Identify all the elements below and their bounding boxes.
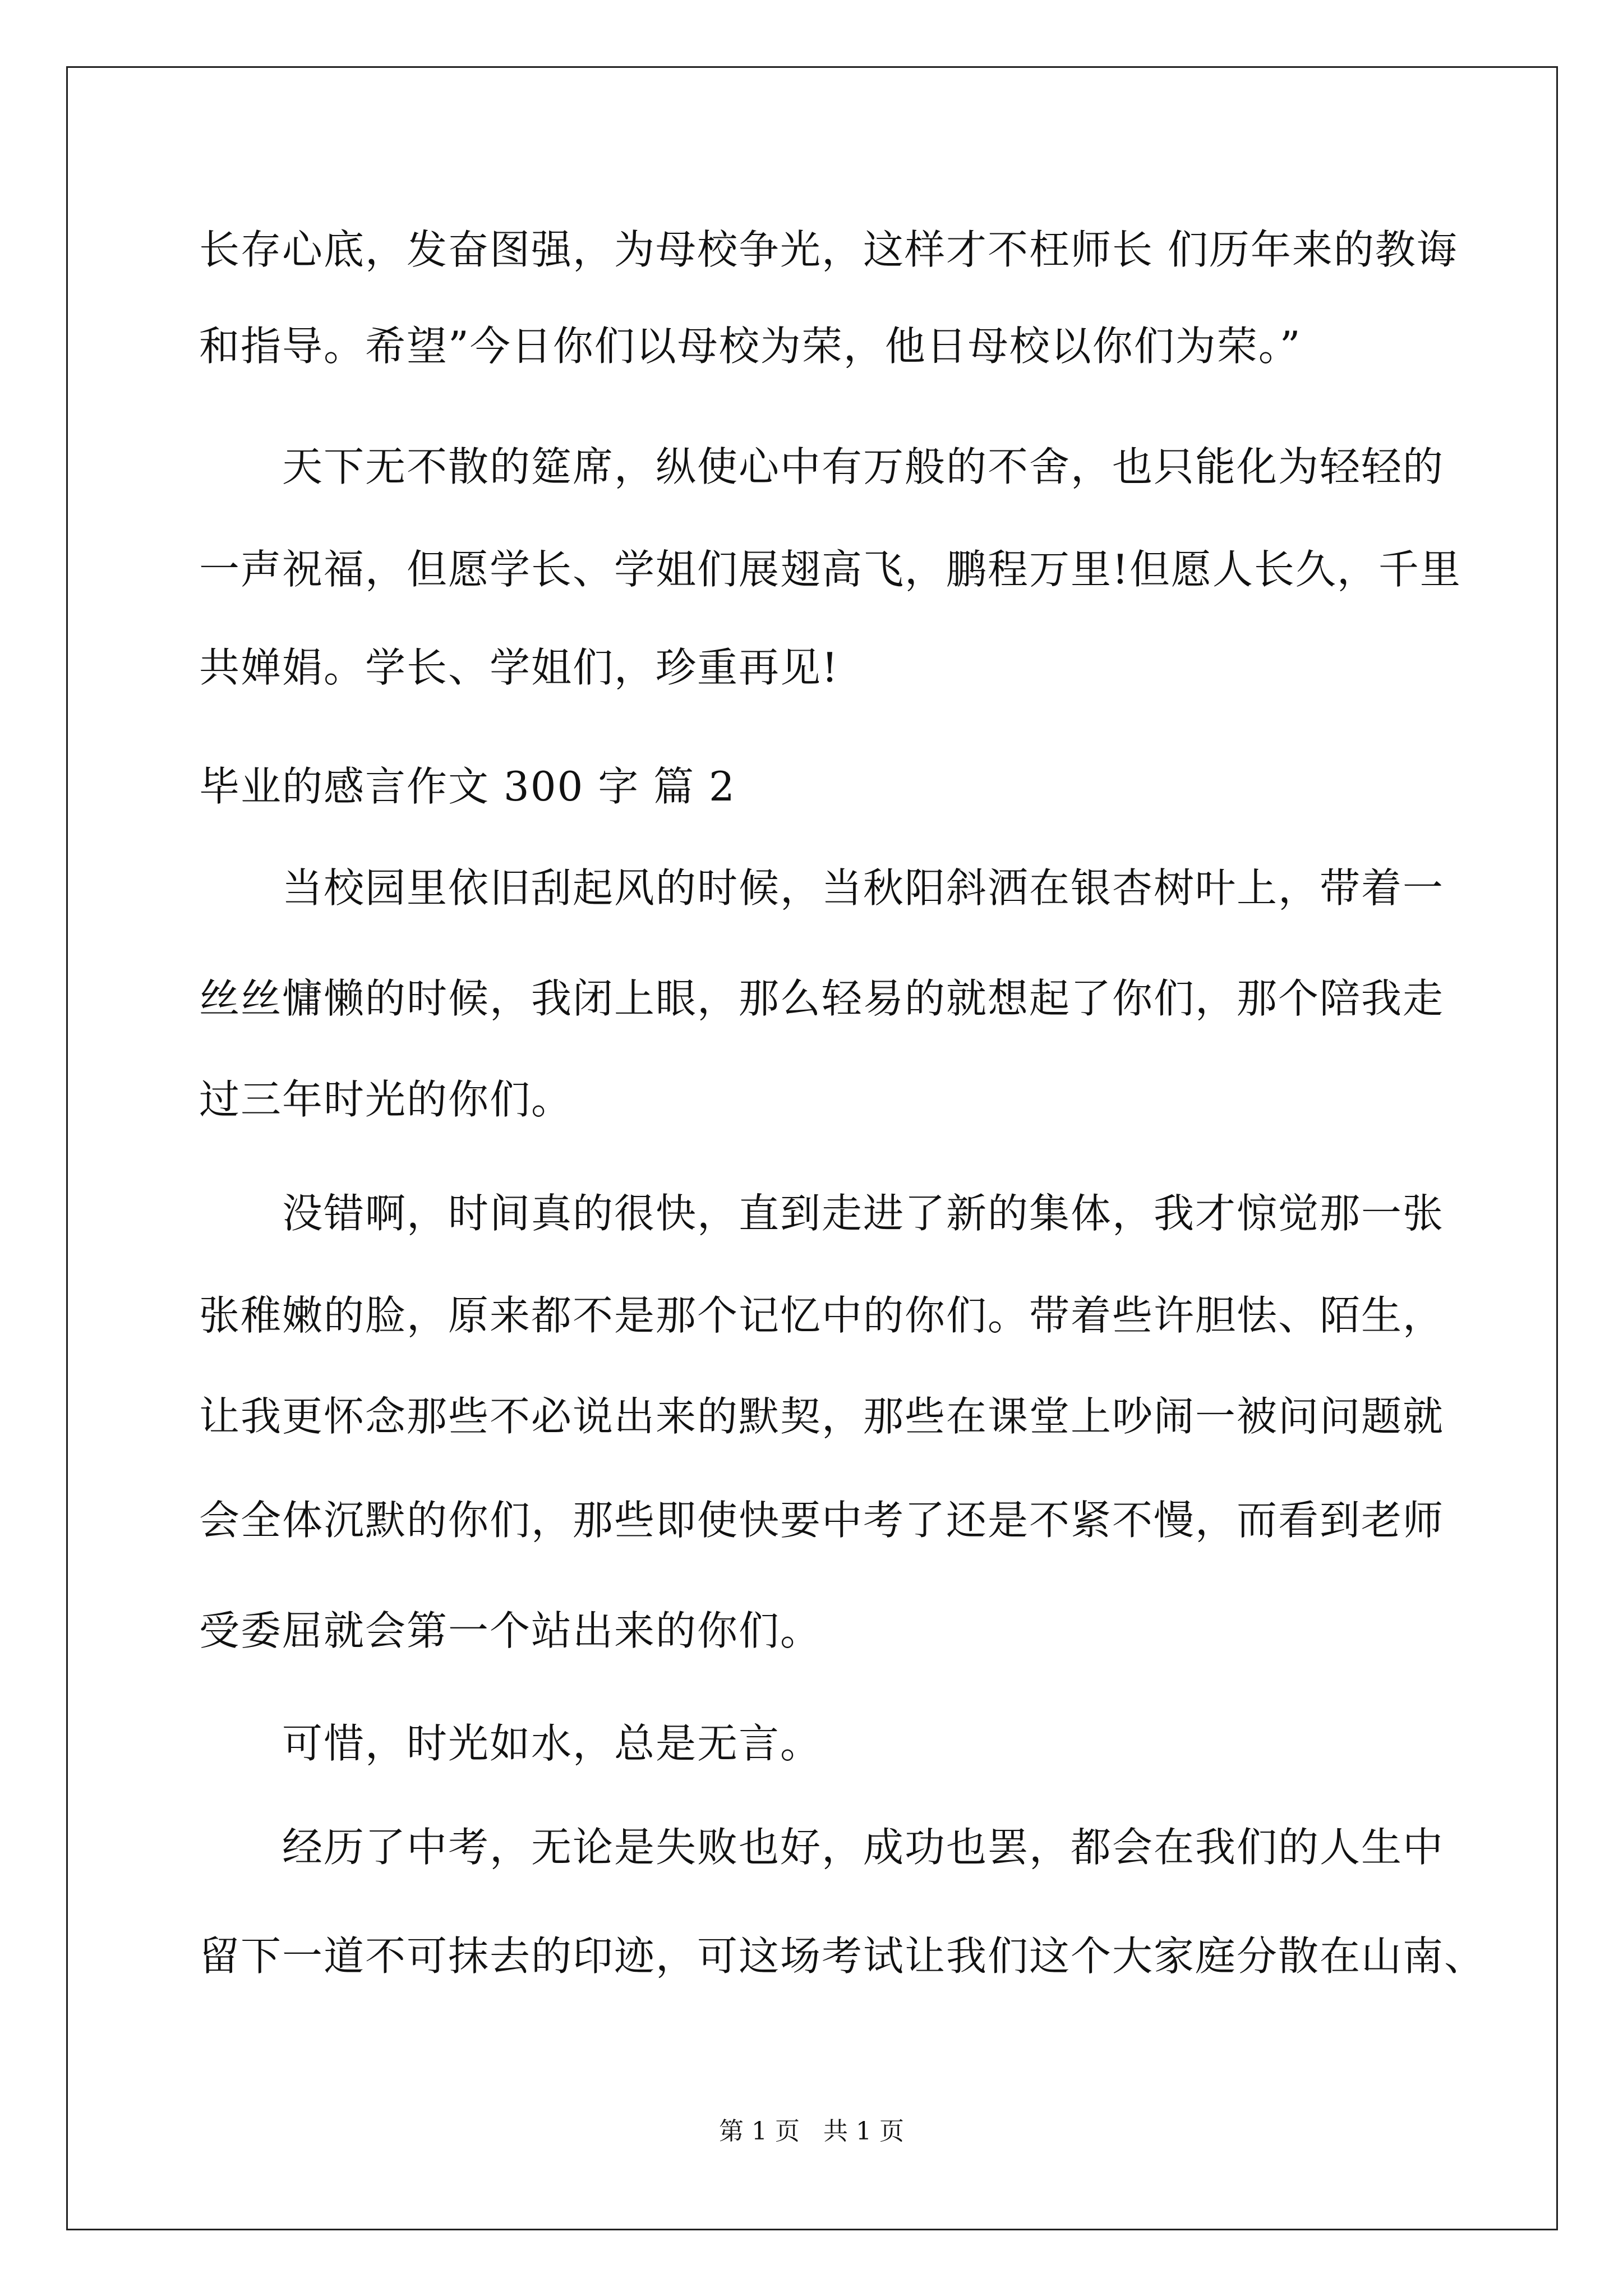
page-border — [66, 66, 1558, 2230]
text-line: 当校园里依旧刮起风的时候，当秋阳斜洒在银杏树叶上，带着一 — [282, 864, 1445, 912]
text-line: 会全体沉默的你们，那些即使快要中考了还是不紧不慢，而看到老师 — [199, 1497, 1445, 1544]
text-line: 受委屈就会第一个站出来的你们。 — [199, 1607, 822, 1654]
text-line: 一声祝福，但愿学长、学姐们展翅高飞，鹏程万里!但愿人长久，千里 — [199, 546, 1461, 593]
text-line: 长存心底，发奋图强，为母校争光，这样才不枉师长 们历年来的教诲 — [199, 226, 1458, 273]
text-line: 和指导。希望”今日你们以母校为荣，他日母校以你们为荣。” — [199, 323, 1302, 370]
page-total: 共 1 页 — [823, 2117, 904, 2146]
page-number: 第 1 页 — [719, 2117, 800, 2146]
text-line: 让我更怀念那些不必说出来的默契，那些在课堂上吵闹一被问问题就 — [199, 1393, 1445, 1440]
text-line: 张稚嫩的脸，原来都不是那个记忆中的你们。带着些许胆怯、陌生， — [199, 1292, 1445, 1339]
text-line: 丝丝慵懒的时候，我闭上眼，那么轻易的就想起了你们，那个陪我走 — [199, 975, 1445, 1022]
section-heading: 毕业的感言作文 300 字 篇 2 — [199, 763, 736, 810]
text-line: 可惜，时光如水，总是无言。 — [282, 1720, 822, 1767]
text-line: 经历了中考，无论是失败也好，成功也罢，都会在我们的人生中 — [282, 1824, 1445, 1871]
text-line: 天下无不散的筵席，纵使心中有万般的不舍，也只能化为轻轻的 — [282, 443, 1445, 490]
text-line: 没错啊，时间真的很快，直到走进了新的集体，我才惊觉那一张 — [282, 1190, 1445, 1237]
text-line: 过三年时光的你们。 — [199, 1076, 573, 1123]
text-line: 共婵娟。学长、学姐们，珍重再见! — [199, 644, 839, 691]
text-line: 留下一道不可抹去的印迹，可这场考试让我们这个大家庭分散在山南、 — [199, 1932, 1486, 1980]
page-footer — [0, 2115, 1623, 2148]
